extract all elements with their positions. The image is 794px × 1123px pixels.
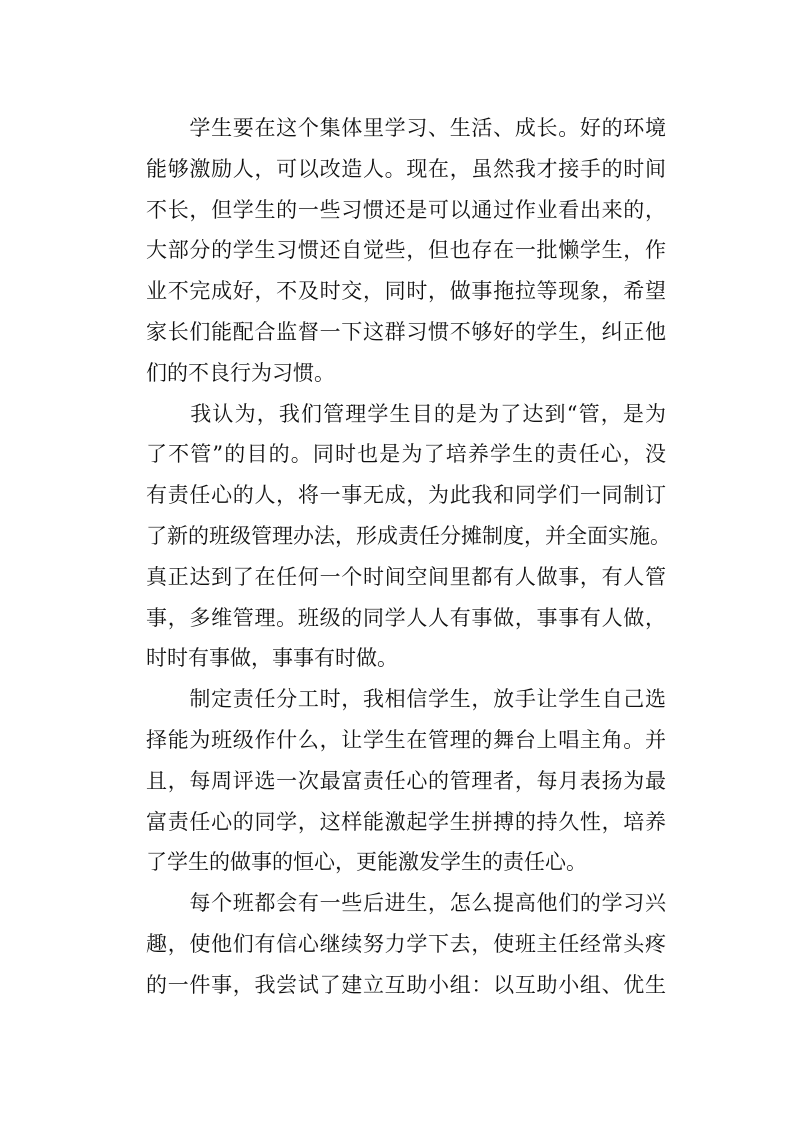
text-line: 能够激励人，可以改造人。现在，虽然我才接手的时间 <box>146 156 666 181</box>
paragraph-1 <box>146 108 666 394</box>
paragraph-2 <box>146 394 671 680</box>
text-line: 时时有事做，事事有时做。 <box>146 646 398 671</box>
text-line: 不长，但学生的一些习惯还是可以通过作业看出来的， <box>146 197 666 222</box>
paragraph-4 <box>146 883 666 1005</box>
text-line: 的一件事，我尝试了建立互助小组：以互助小组、优生 <box>146 972 666 997</box>
text-line: 有责任心的人，将一事无成，为此我和同学们一同制订 <box>146 483 666 508</box>
text-line: 制定责任分工时，我相信学生，放手让学生自己选 <box>146 687 666 712</box>
text-line: 了新的班级管理办法，形成责任分摊制度，并全面实施。 <box>146 523 671 548</box>
text-line: 真正达到了在任何一个时间空间里都有人做事，有人管 <box>146 564 666 589</box>
document-body <box>146 108 671 1006</box>
text-line: 富责任心的同学，这样能激起学生拼搏的持久性，培养 <box>146 809 666 834</box>
text-line: 了学生的做事的恒心，更能激发学生的责任心。 <box>146 850 587 875</box>
text-line: 每个班都会有一些后进生，怎么提高他们的学习兴 <box>146 891 666 916</box>
text-line: 趣，使他们有信心继续努力学下去，使班主任经常头疼 <box>146 931 666 956</box>
text-line: 了不管”的目的。同时也是为了培养学生的责任心，没 <box>146 442 666 467</box>
text-line: 大部分的学生习惯还自觉些，但也存在一批懒学生，作 <box>146 238 666 263</box>
text-line: 且，每周评选一次最富责任心的管理者，每月表扬为最 <box>146 768 666 793</box>
text-line: 我认为，我们管理学生目的是为了达到“管，是为 <box>146 401 666 426</box>
text-line: 家长们能配合监督一下这群习惯不够好的学生，纠正他 <box>146 319 666 344</box>
text-line: 业不完成好，不及时交，同时，做事拖拉等现象，希望 <box>146 279 666 304</box>
paragraph-3 <box>146 679 666 883</box>
text-line: 们的不良行为习惯。 <box>146 360 335 385</box>
text-line: 择能为班级作什么，让学生在管理的舞台上唱主角。并 <box>146 727 666 752</box>
text-line: 学生要在这个集体里学习、生活、成长。好的环境 <box>146 116 666 140</box>
text-line: 事，多维管理。班级的同学人人有事做，事事有人做， <box>146 605 666 630</box>
